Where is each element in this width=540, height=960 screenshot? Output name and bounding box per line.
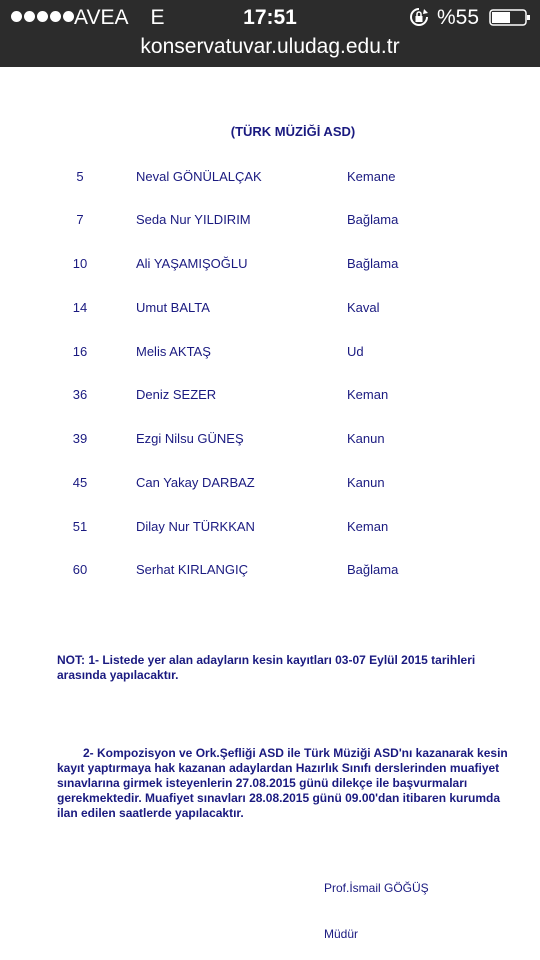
network-type: E [150,6,165,29]
candidate-name: Neval GÖNÜLALÇAK [136,169,262,184]
candidate-number: 36 [72,387,88,402]
candidate-number: 7 [76,212,84,227]
candidate-name: Dilay Nur TÜRKKAN [136,519,255,534]
candidate-instrument: Bağlama [347,212,399,227]
candidate-number: 45 [72,475,88,490]
list-row [0,344,540,362]
page-content [0,67,540,960]
candidate-name: Ali YAŞAMIŞOĞLU [136,256,248,271]
list-row [0,212,540,230]
candidate-instrument: Bağlama [347,562,399,577]
list-row [0,562,540,580]
battery-icon [489,9,531,26]
list-row [0,169,540,187]
candidate-instrument: Keman [347,519,389,534]
list-row [0,431,540,449]
clock: 17:51 [243,6,297,29]
list-row [0,387,540,405]
signatory-name: Prof.İsmail GÖĞÜŞ [324,881,429,895]
page-heading: (TÜRK MÜZİĞİ ASD) [230,124,356,139]
browser-top-bar [0,0,540,67]
list-row [0,519,540,537]
status-bar [0,0,540,34]
candidate-name: Can Yakay DARBAZ [136,475,255,490]
candidate-number: 51 [72,519,88,534]
candidate-number: 60 [72,562,88,577]
candidate-name: Ezgi Nilsu GÜNEŞ [136,431,244,446]
candidate-number: 16 [72,344,88,359]
candidate-instrument: Kanun [347,431,385,446]
candidate-instrument: Kemane [347,169,396,184]
candidate-instrument: Bağlama [347,256,399,271]
candidate-name: Deniz SEZER [136,387,217,402]
carrier-label: AVEA E [74,6,165,29]
candidate-number: 14 [72,300,88,315]
candidate-instrument: Keman [347,387,389,402]
candidate-number: 10 [72,256,88,271]
candidate-number: 5 [76,169,84,184]
note-registration-dates: NOT: 1- Listede yer alan adayların kesin kayıtları 03-07 Eylül 2015 tarihleri arasında yapılacaktır. [57,653,476,682]
battery-percentage: %55 [437,6,480,29]
list-row [0,475,540,493]
candidate-name: Seda Nur YILDIRIM [136,212,251,227]
candidate-instrument: Kaval [347,300,380,315]
address-bar-url[interactable]: konservatuvar.uludag.edu.tr [140,35,400,58]
rotation-lock-icon [409,7,429,27]
candidate-number: 39 [72,431,88,446]
candidate-instrument: Ud [347,344,364,359]
candidate-name: Umut BALTA [136,300,210,315]
list-row [0,300,540,318]
candidate-name: Melis AKTAŞ [136,344,211,359]
candidate-name: Serhat KIRLANGIÇ [136,562,248,577]
candidate-instrument: Kanun [347,475,385,490]
signatory-title: Müdür [324,927,359,941]
note-exemption-exam: 2- Kompozisyon ve Ork.Şefliği ASD ile Türk Müziği ASD'nı kazanarak kesin kayıt yaptırmaya hak kazanan adaylardan Hazırlık Sınıfı derslerinden muafiyet sınavlarına girmek isteyenlerin 27.08.2015 günü dilekçe ile başvurmaları gerekmektedir. Muafiyet sınavları 28.08.2015 günü 09.00'dan itibaren kurumda ilan edilen saatlerde yapılacaktır. [57,746,508,820]
list-row [0,256,540,274]
